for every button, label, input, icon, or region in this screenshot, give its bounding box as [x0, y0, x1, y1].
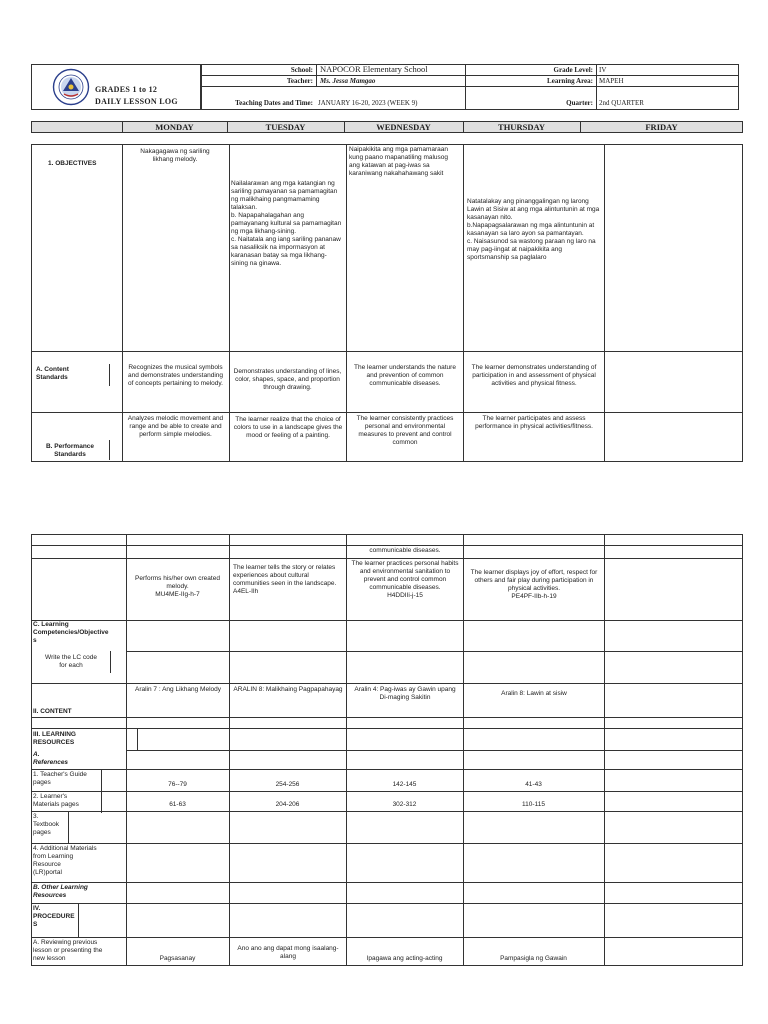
content-monday: Aralin 7 : Ang Likhang Melody — [135, 686, 221, 693]
lm-thursday: 110-115 — [522, 801, 545, 808]
content-label: II. CONTENT — [33, 708, 72, 715]
references-label: A. References — [33, 751, 69, 766]
competency-thursday: The learner displays joy of effort, respect for others and fair play during participation in physical activities. PE4PF-IIb-h-19 — [470, 569, 598, 600]
grade-value: IV — [599, 66, 607, 74]
tg-thursday: 41-43 — [525, 781, 542, 788]
procedure-a-label: A. Reviewing previous lesson or presenting the new lesson — [33, 939, 103, 962]
lm-tuesday: 204-206 — [275, 801, 300, 808]
day-monday: MONDAY — [155, 122, 194, 132]
content-standards-wednesday: The learner understands the nature and prevention of common communicable diseases. — [354, 364, 456, 387]
learners-materials-label: 2. Learner's Materials pages — [33, 793, 79, 808]
content-tuesday: ARALIN 8: Malikhaing Pagpapahayag — [233, 686, 343, 693]
competency-monday: Performs his/her own created melody. MU4ME-IIg-h-7 — [135, 575, 220, 598]
performance-standards-wednesday-cont: communicable diseases. — [369, 547, 441, 554]
lm-monday: 61-63 — [169, 801, 186, 808]
lc-code-note: Write the LC code for each — [45, 654, 97, 669]
dates-value: JANUARY 16-20, 2023 (WEEK 9) — [318, 99, 418, 107]
school-label: School: — [290, 66, 313, 74]
procedure-a-monday: Pagsasanay — [159, 955, 196, 962]
content-standards-thursday: The learner demonstrates understanding of participation in and assessment of physical activities and physical fitness. — [471, 364, 597, 387]
competencies-label: C. Learning Competencies/Objective s — [33, 621, 109, 644]
day-thursday: THURSDAY — [498, 122, 545, 132]
objectives-thursday: Natatalakay ang pinanggalingan ng larong Lawin at Sisiw at ang mga alintuntunin at mga kasanayan nito. b.Napapagsalarawan ng mga alintuntunin at kasanayan sa laro ayon sa pamantayan. c. Naisasunod sa wastong paraan ng laro na may pag-iingat at naipakikita ang sportsmanship sa paglalaro — [467, 198, 600, 261]
procedure-a-tuesday: Ano ano ang dapat mong isaalang-alang — [237, 945, 339, 960]
procedure-a-wednesday: Ipagawa ang acting-acting — [366, 955, 443, 962]
procedures-label: IV. PROCEDURE S — [33, 905, 75, 928]
teacher-value: Ms. Jessa Mamgao — [320, 77, 376, 85]
teachers-guide-label: 1. Teacher's Guide pages — [33, 771, 87, 786]
grade-label: Grade Level: — [553, 66, 593, 74]
performance-standards-thursday: The learner participates and assess performance in physical activities/fitness. — [475, 415, 593, 430]
tg-tuesday: 254-256 — [275, 781, 300, 788]
tg-monday: 76--79 — [168, 781, 187, 788]
performance-standards-wednesday: The learner consistently practices personal and environmental measures to prevent and control common — [356, 415, 454, 446]
objectives-label: 1. OBJECTIVES — [48, 160, 97, 167]
quarter-label: Quarter: — [566, 99, 593, 107]
school-value: NAPOCOR Elementary School — [320, 64, 428, 74]
content-standards-label: A. Content Standards — [36, 366, 69, 381]
performance-standards-monday: Analyzes melodic movement and range and be able to create and perform simple melodies. — [127, 415, 224, 438]
objectives-tuesday: Nailalarawan ang mga katangian ng sariling pamayanan sa pamamagitan ng malikhaing pangmamaming talaksan. b. Napapahalagahan ang pamayanang kultural sa pamamagitan ng mga likhang-sining. c. Naitatala ang iang sariling pananaw sa nasaliksik na impormasyon at karanasan batay sa mga likhang-sining na ginawa. — [231, 180, 342, 267]
dates-label: Teaching Dates and Time: — [235, 99, 313, 107]
competency-wednesday: The learner practices personal habits and environmental sanitation to prevent and control common communicable diseases. H4DDIIi-j-15 — [351, 560, 459, 599]
other-resources-label: B. Other Learning Resources — [33, 884, 88, 899]
learning-resources-label: III. LEARNING RESOURCES — [33, 731, 76, 746]
content-thursday: Aralin 8: Lawin at sisiw — [501, 690, 567, 697]
performance-standards-label: B. Performance Standards — [45, 443, 95, 458]
content-standards-tuesday: Demonstrates understanding of lines, color, shapes, space, and proportion through drawing. — [233, 368, 342, 391]
teacher-label: Teacher: — [286, 77, 313, 85]
textbook-pages-label: 3. Textbook pages — [33, 813, 60, 836]
competency-tuesday: The learner tells the story or relates experiences about cultural communities seen in the landscape. A4EL-IIh — [233, 564, 337, 595]
tg-wednesday: 142-145 — [392, 781, 417, 788]
deped-seal-icon — [52, 68, 90, 106]
content-wednesday: Aralin 4: Pag-iwas ay Gawin upang Di-maging Sakitin — [354, 686, 456, 701]
lm-wednesday: 302-312 — [392, 801, 417, 808]
objectives-wednesday: Naipakikita ang mga pamamaraan kung paano mapanatiling malusog ang katawan at pag-iwas sa karaniwang nakahahawang sakit — [349, 146, 449, 177]
dll-title-line1: GRADES 1 to 12 — [95, 85, 158, 94]
dll-title-line2: DAILY LESSON LOG — [95, 97, 178, 106]
content-standards-monday: Recognizes the musical symbols and demonstrates understanding of concepts pertaining to melody. — [127, 364, 224, 387]
day-friday: FRIDAY — [645, 122, 678, 132]
additional-materials-label: 4. Additional Materials from Learning Resource (LR)portal — [33, 845, 97, 876]
performance-standards-tuesday: The learner realize that the choice of colors to use in a landscape gives the mood or feeling of a painting. — [233, 416, 343, 439]
procedure-a-thursday: Pampasigla ng Gawain — [500, 955, 567, 962]
day-tuesday: TUESDAY — [265, 122, 306, 132]
quarter-value: 2nd QUARTER — [599, 99, 644, 107]
day-wednesday: WEDNESDAY — [376, 122, 431, 132]
objectives-monday: Nakagagawa ng sariling likhang melody. — [140, 148, 210, 163]
area-label: Learning Area: — [547, 77, 593, 85]
area-value: MAPEH — [599, 77, 624, 85]
